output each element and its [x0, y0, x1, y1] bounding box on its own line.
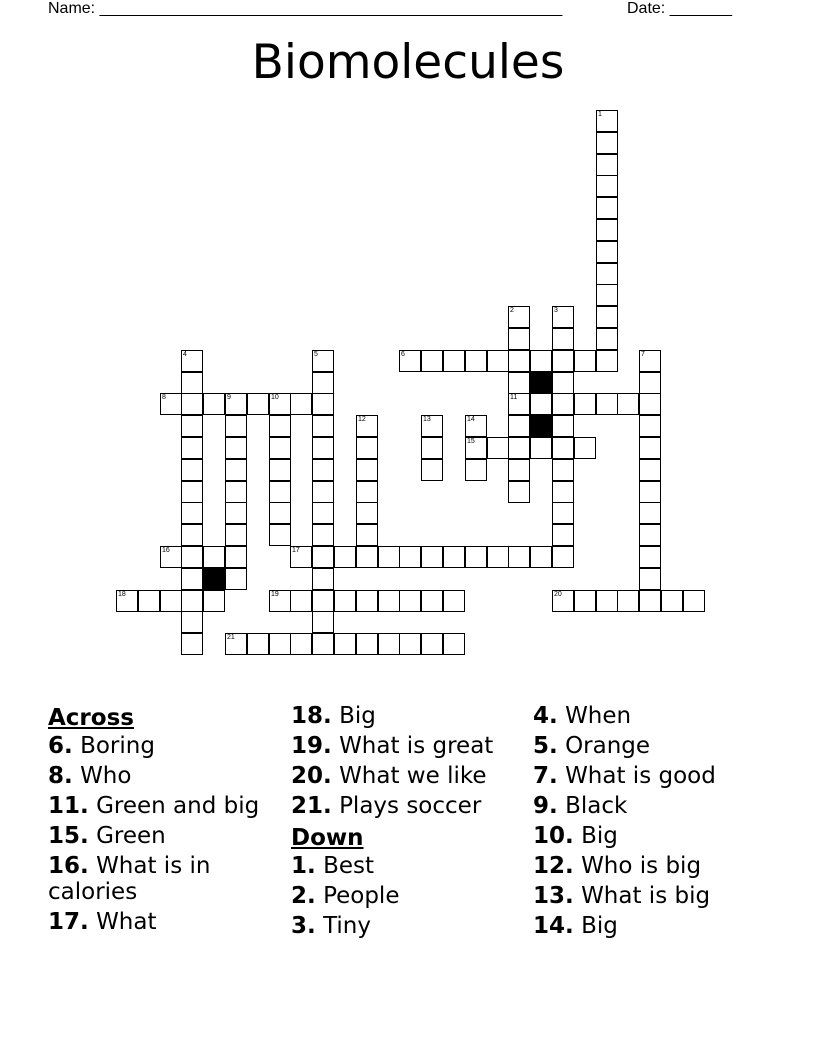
grid-cell[interactable]	[312, 546, 334, 568]
grid-cell[interactable]	[421, 437, 443, 459]
grid-cell[interactable]	[443, 633, 465, 655]
grid-cell[interactable]	[225, 633, 247, 655]
clue-down-9: 9. Black	[533, 793, 628, 819]
grid-cell[interactable]	[247, 393, 269, 415]
grid-cell[interactable]	[356, 481, 378, 503]
grid-cell[interactable]	[399, 590, 421, 612]
grid-cell[interactable]	[596, 328, 618, 350]
grid-cell[interactable]	[639, 372, 661, 394]
clue-number: 18	[118, 591, 126, 598]
clue-across-11: 11. Green and big	[48, 793, 260, 819]
grid-cell[interactable]	[552, 459, 574, 481]
grid-cell[interactable]	[552, 481, 574, 503]
grid-cell[interactable]	[596, 197, 618, 219]
grid-cell[interactable]	[552, 350, 574, 372]
clue-across-19: 19. What is great	[291, 733, 494, 759]
grid-cell[interactable]	[574, 393, 596, 415]
grid-cell[interactable]	[334, 590, 356, 612]
name-field-label: Name: ____________________________________________________	[48, 0, 563, 17]
grid-cell[interactable]	[181, 481, 203, 503]
grid-cell[interactable]	[683, 590, 705, 612]
grid-cell[interactable]	[312, 393, 334, 415]
grid-cell[interactable]	[312, 481, 334, 503]
grid-cell[interactable]	[465, 546, 487, 568]
clue-across-16: 16. What is in calories	[48, 853, 211, 905]
clue-down-7: 7. What is good	[533, 763, 716, 789]
clue-number: 13	[423, 416, 431, 423]
grid-cell[interactable]	[247, 633, 269, 655]
grid-cell[interactable]	[596, 284, 618, 306]
grid-block-cell	[530, 372, 552, 394]
clue-number: 9	[227, 394, 231, 401]
grid-cell[interactable]	[225, 481, 247, 503]
grid-cell[interactable]	[508, 393, 530, 415]
clue-number: 2	[510, 307, 514, 314]
grid-cell[interactable]	[552, 437, 574, 459]
grid-cell[interactable]	[552, 546, 574, 568]
grid-cell[interactable]	[421, 415, 443, 437]
clue-across-8: 8. Who	[48, 763, 132, 789]
grid-cell[interactable]	[160, 590, 182, 612]
grid-cell[interactable]	[356, 633, 378, 655]
clue-number: 20	[554, 591, 562, 598]
grid-cell[interactable]	[203, 546, 225, 568]
grid-cell[interactable]	[617, 393, 639, 415]
grid-cell[interactable]	[181, 393, 203, 415]
clue-number: 3	[554, 307, 558, 314]
grid-cell[interactable]	[181, 611, 203, 633]
grid-cell[interactable]	[487, 546, 509, 568]
grid-cell[interactable]	[421, 546, 443, 568]
clues-column-1	[48, 703, 288, 939]
grid-cell[interactable]	[356, 459, 378, 481]
grid-cell[interactable]	[312, 415, 334, 437]
grid-cell[interactable]	[181, 372, 203, 394]
grid-cell[interactable]	[574, 590, 596, 612]
grid-cell[interactable]	[378, 633, 400, 655]
grid-cell[interactable]	[356, 415, 378, 437]
grid-cell[interactable]	[639, 502, 661, 524]
clue-number: 5	[314, 351, 318, 358]
grid-cell[interactable]	[465, 459, 487, 481]
clue-down-14: 14. Big	[533, 913, 618, 939]
grid-cell[interactable]	[399, 633, 421, 655]
grid-block-cell	[203, 568, 225, 590]
grid-cell[interactable]	[639, 415, 661, 437]
clue-down-1: 1. Best	[291, 853, 374, 879]
grid-cell[interactable]	[203, 393, 225, 415]
clue-number: 11	[510, 394, 518, 401]
grid-cell[interactable]	[508, 350, 530, 372]
grid-cell[interactable]	[181, 437, 203, 459]
grid-cell[interactable]	[399, 350, 421, 372]
grid-cell[interactable]	[181, 568, 203, 590]
grid-cell[interactable]	[225, 524, 247, 546]
clue-down-12: 12. Who is big	[533, 853, 702, 879]
grid-cell[interactable]	[639, 524, 661, 546]
grid-cell[interactable]	[160, 546, 182, 568]
grid-cell[interactable]	[639, 481, 661, 503]
clues-column-3	[533, 703, 773, 943]
grid-cell[interactable]	[508, 328, 530, 350]
grid-cell[interactable]	[312, 590, 334, 612]
clue-number: 1	[598, 111, 602, 118]
grid-cell[interactable]	[312, 350, 334, 372]
grid-cell[interactable]	[203, 590, 225, 612]
grid-cell[interactable]	[181, 590, 203, 612]
clue-number: 10	[271, 394, 279, 401]
clue-number: 12	[358, 416, 366, 423]
grid-cell[interactable]	[617, 590, 639, 612]
grid-cell[interactable]	[508, 372, 530, 394]
grid-cell[interactable]	[225, 502, 247, 524]
grid-cell[interactable]	[290, 546, 312, 568]
clue-number: 19	[271, 591, 279, 598]
clue-across-20: 20. What we like	[291, 763, 487, 789]
grid-cell[interactable]	[399, 546, 421, 568]
grid-cell[interactable]	[269, 633, 291, 655]
clue-down-5: 5. Orange	[533, 733, 651, 759]
grid-cell[interactable]	[356, 437, 378, 459]
clue-number: 6	[401, 351, 405, 358]
grid-cell[interactable]	[508, 306, 530, 328]
grid-cell[interactable]	[312, 524, 334, 546]
grid-cell[interactable]	[225, 415, 247, 437]
clue-number: 15	[467, 438, 475, 445]
grid-cell[interactable]	[596, 590, 618, 612]
grid-cell[interactable]	[290, 633, 312, 655]
clue-number: 17	[292, 547, 300, 554]
grid-cell[interactable]	[421, 350, 443, 372]
grid-cell[interactable]	[552, 328, 574, 350]
grid-cell[interactable]	[443, 350, 465, 372]
grid-cell[interactable]	[356, 524, 378, 546]
grid-cell[interactable]	[639, 459, 661, 481]
grid-cell[interactable]	[269, 415, 291, 437]
clue-down-10: 10. Big	[533, 823, 618, 849]
grid-cell[interactable]	[181, 546, 203, 568]
clue-across-18: 18. Big	[291, 703, 376, 729]
clues-column-2	[291, 703, 531, 943]
grid-cell[interactable]	[552, 306, 574, 328]
grid-cell[interactable]	[530, 546, 552, 568]
grid-cell[interactable]	[181, 350, 203, 372]
grid-cell[interactable]	[421, 459, 443, 481]
grid-cell[interactable]	[487, 350, 509, 372]
grid-cell[interactable]	[596, 393, 618, 415]
grid-cell[interactable]	[639, 590, 661, 612]
clue-down-13: 13. What is big	[533, 883, 711, 909]
clue-number: 4	[183, 351, 187, 358]
grid-cell[interactable]	[181, 415, 203, 437]
grid-cell[interactable]	[269, 437, 291, 459]
grid-cell[interactable]	[530, 350, 552, 372]
grid-cell[interactable]	[552, 393, 574, 415]
grid-cell[interactable]	[160, 393, 182, 415]
across-heading: Across	[48, 705, 134, 731]
grid-cell[interactable]	[225, 393, 247, 415]
grid-cell[interactable]	[596, 241, 618, 263]
grid-cell[interactable]	[596, 154, 618, 176]
grid-cell[interactable]	[639, 437, 661, 459]
grid-cell[interactable]	[552, 372, 574, 394]
grid-cell[interactable]	[596, 175, 618, 197]
grid-cell[interactable]	[312, 437, 334, 459]
grid-cell[interactable]	[334, 633, 356, 655]
grid-cell[interactable]	[269, 393, 291, 415]
grid-cell[interactable]	[465, 350, 487, 372]
grid-cell[interactable]	[443, 546, 465, 568]
grid-cell[interactable]	[639, 568, 661, 590]
grid-cell[interactable]	[312, 502, 334, 524]
clue-number: 14	[467, 416, 475, 423]
clue-down-2: 2. People	[291, 883, 400, 909]
grid-cell[interactable]	[181, 633, 203, 655]
grid-cell[interactable]	[465, 415, 487, 437]
clue-number: 7	[641, 351, 645, 358]
grid-block-cell	[530, 415, 552, 437]
grid-cell[interactable]	[487, 437, 509, 459]
clue-across-21: 21. Plays soccer	[291, 793, 482, 819]
grid-cell[interactable]	[596, 110, 618, 132]
grid-cell[interactable]	[225, 568, 247, 590]
grid-cell[interactable]	[116, 590, 138, 612]
grid-cell[interactable]	[181, 459, 203, 481]
grid-cell[interactable]	[530, 437, 552, 459]
grid-cell[interactable]	[269, 459, 291, 481]
grid-cell[interactable]	[552, 590, 574, 612]
grid-cell[interactable]	[356, 502, 378, 524]
clue-across-6: 6. Boring	[48, 733, 155, 759]
grid-cell[interactable]	[312, 459, 334, 481]
grid-cell[interactable]	[312, 372, 334, 394]
grid-cell[interactable]	[574, 437, 596, 459]
grid-cell[interactable]	[290, 393, 312, 415]
grid-cell[interactable]	[443, 590, 465, 612]
grid-cell[interactable]	[508, 437, 530, 459]
clue-across-17: 17. What	[48, 909, 157, 935]
grid-cell[interactable]	[334, 546, 356, 568]
grid-cell[interactable]	[508, 546, 530, 568]
grid-cell[interactable]	[269, 502, 291, 524]
grid-cell[interactable]	[552, 415, 574, 437]
grid-cell[interactable]	[596, 132, 618, 154]
down-heading: Down	[291, 825, 364, 851]
grid-cell[interactable]	[596, 263, 618, 285]
grid-cell[interactable]	[639, 393, 661, 415]
grid-cell[interactable]	[312, 611, 334, 633]
grid-cell[interactable]	[225, 546, 247, 568]
grid-cell[interactable]	[508, 415, 530, 437]
grid-cell[interactable]	[508, 459, 530, 481]
grid-cell[interactable]	[378, 546, 400, 568]
grid-cell[interactable]	[552, 502, 574, 524]
grid-cell[interactable]	[421, 590, 443, 612]
grid-cell[interactable]	[639, 546, 661, 568]
grid-cell[interactable]	[312, 568, 334, 590]
clue-number: 16	[162, 547, 170, 554]
clue-down-3: 3. Tiny	[291, 913, 371, 939]
grid-cell[interactable]	[661, 590, 683, 612]
grid-cell[interactable]	[596, 219, 618, 241]
clue-number: 8	[162, 394, 166, 401]
grid-cell[interactable]	[639, 350, 661, 372]
clue-across-15: 15. Green	[48, 823, 166, 849]
grid-cell[interactable]	[290, 590, 312, 612]
grid-cell[interactable]	[596, 350, 618, 372]
grid-cell[interactable]	[552, 524, 574, 546]
grid-cell[interactable]	[356, 546, 378, 568]
grid-cell[interactable]	[181, 502, 203, 524]
grid-cell[interactable]	[465, 437, 487, 459]
grid-cell[interactable]	[138, 590, 160, 612]
date-field-label: Date: _______	[627, 0, 732, 17]
grid-cell[interactable]	[225, 459, 247, 481]
grid-cell[interactable]	[356, 590, 378, 612]
grid-cell[interactable]	[312, 633, 334, 655]
grid-cell[interactable]	[596, 306, 618, 328]
grid-cell[interactable]	[225, 437, 247, 459]
grid-cell[interactable]	[574, 350, 596, 372]
page-title: Biomolecules	[251, 35, 565, 90]
grid-cell[interactable]	[421, 633, 443, 655]
grid-cell[interactable]	[181, 524, 203, 546]
grid-cell[interactable]	[530, 393, 552, 415]
grid-cell[interactable]	[378, 590, 400, 612]
grid-cell[interactable]	[269, 524, 291, 546]
clue-number: 21	[227, 634, 235, 641]
clue-down-4: 4. When	[533, 703, 632, 729]
grid-cell[interactable]	[269, 481, 291, 503]
grid-cell[interactable]	[269, 590, 291, 612]
grid-cell[interactable]	[508, 481, 530, 503]
